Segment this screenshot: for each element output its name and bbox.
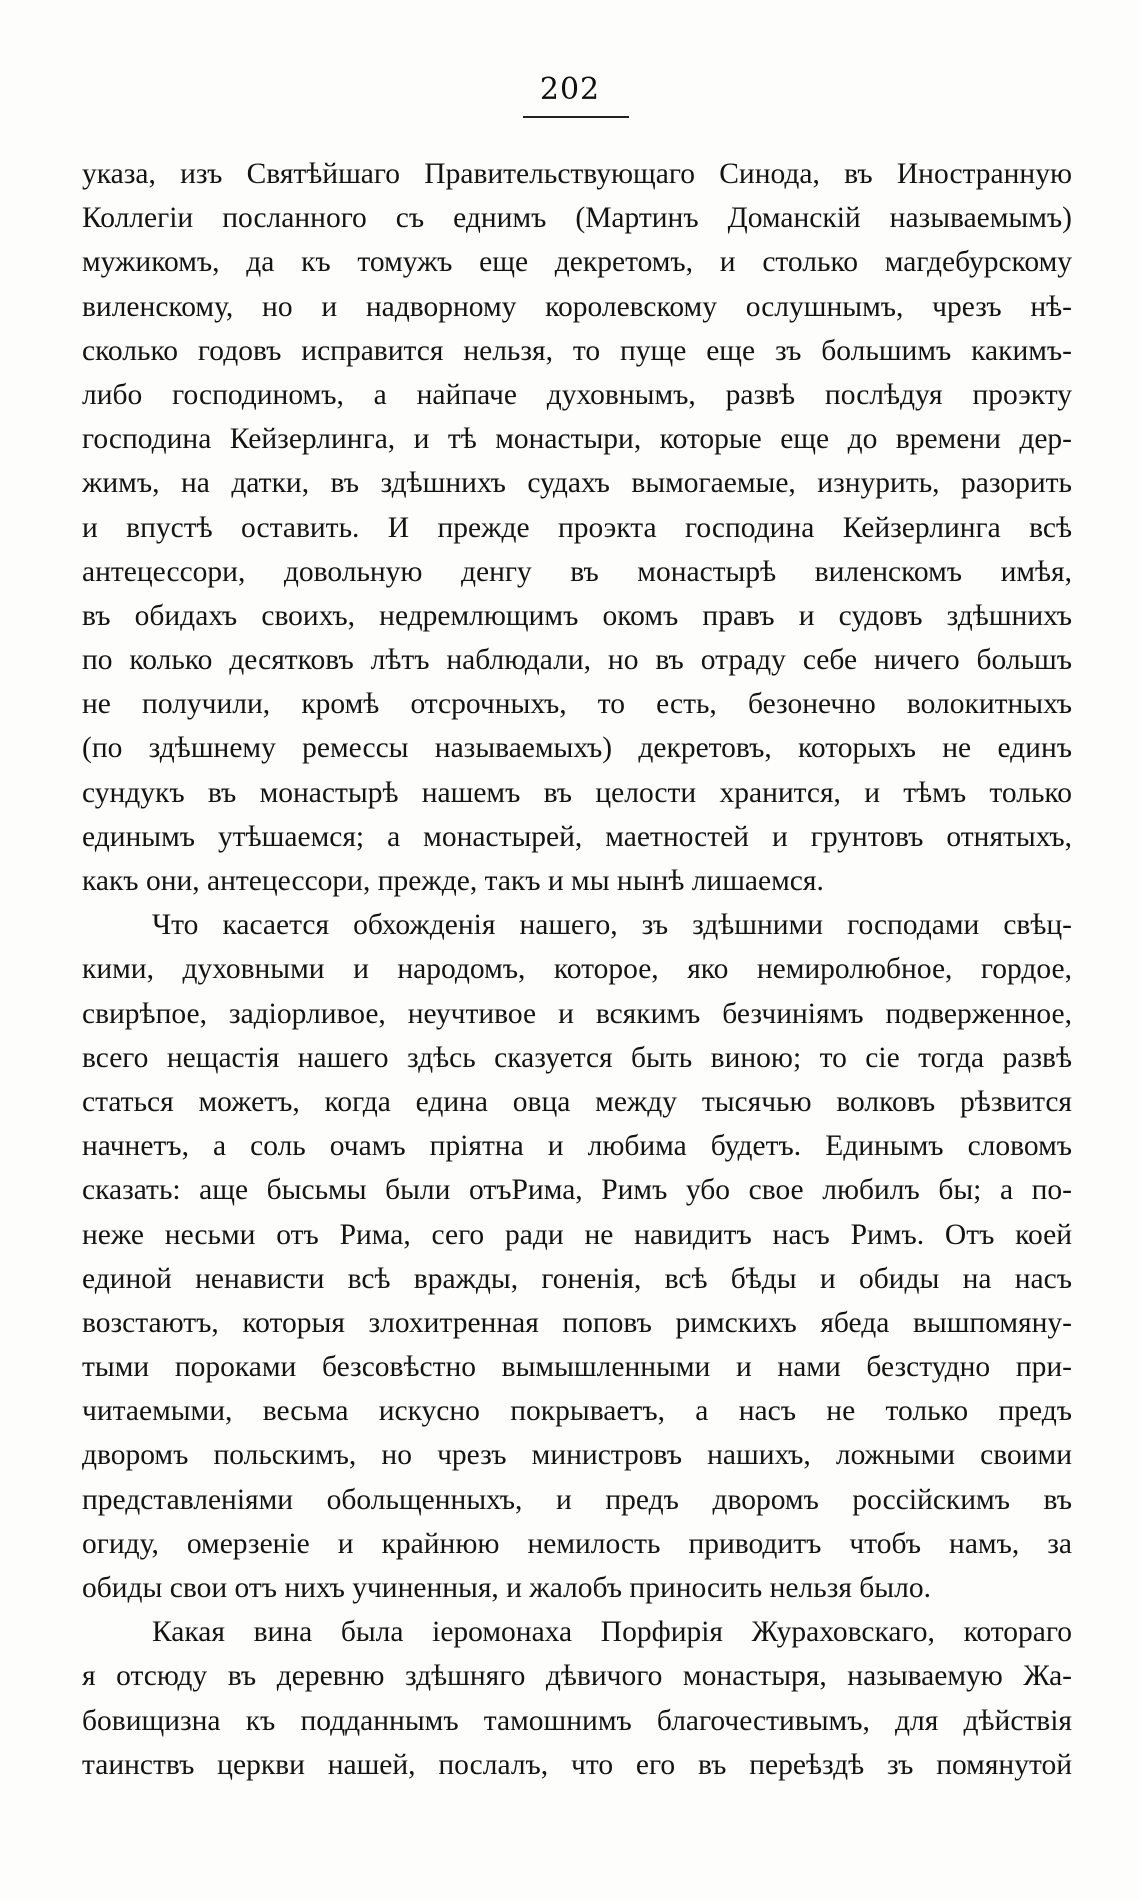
text-line: возстаютъ, которыя злохитренная поповъ римскихъ ябеда вышпомяну- [82, 1306, 1072, 1339]
body-text [82, 152, 1072, 1787]
text-line: (по здѣшнему ремессы называемыхъ) декретовъ, которыхъ не единъ [82, 732, 1072, 765]
text-line: Коллегіи посланного съ еднимъ (Мартинъ Доманскій называемымъ) [82, 202, 1072, 235]
text-line: читаемыми, весьма искусно покрываетъ, а насъ не только предъ [82, 1395, 1072, 1428]
text-line: сундукъ въ монастырѣ нашемъ въ целости хранится, и тѣмъ только [82, 776, 1072, 809]
text-line: статься можетъ, когда едина овца между тысячью волковъ рѣзвится [82, 1085, 1072, 1118]
text-line: свирѣпое, задіорливое, неучтивое и всякимъ безчиніямъ подверженное, [82, 997, 1072, 1030]
text-line: бовищизна къ подданнымъ тамошнимъ благочестивымъ, для дѣйствія [82, 1704, 1072, 1737]
text-line: не получили, кромѣ отсрочныхъ, то есть, безонечно волокитныхъ [82, 688, 1072, 721]
paragraph [82, 1610, 1072, 1787]
text-line: обиды свои отъ нихъ учиненныя, и жалобъ приносить нельзя было. [82, 1572, 931, 1604]
text-line: я отсюду въ деревню здѣшняго дѣвичого монастыря, называемую Жа- [82, 1660, 1072, 1693]
paragraph [82, 152, 1072, 903]
text-line: сказать: аще бысьмы были отъРима, Римъ убо свое любилъ бы; а по- [82, 1174, 1072, 1207]
text-line: представленіями обольщенныхъ, и предъ дворомъ россійскимъ въ [82, 1483, 1072, 1516]
text-line: Что касается обхожденія нашего, зъ здѣшними господами свѣц- [152, 909, 1072, 942]
text-line: сколько годовъ исправится нельзя, то пуще еще зъ большимъ какимъ- [82, 334, 1072, 367]
text-line: какъ они, антецессори, прежде, такъ и мы нынѣ лишаемся. [82, 865, 824, 897]
page-number-underline [523, 116, 629, 118]
text-line: начнетъ, а соль очамъ пріятна и любима будетъ. Единымъ словомъ [82, 1130, 1072, 1163]
page-number: 202 [539, 72, 601, 107]
text-line: дворомъ польскимъ, но чрезъ министровъ нашихъ, ложными своими [82, 1439, 1072, 1472]
text-line: единымъ утѣшаемся; а монастырей, маетностей и грунтовъ отнятыхъ, [82, 820, 1072, 853]
text-line: жимъ, на датки, въ здѣшнихъ судахъ вымогаемые, изнурить, разорить [82, 467, 1072, 500]
text-line: господина Кейзерлинга, и тѣ монастыри, которые еще до времени дер- [82, 423, 1072, 456]
text-line: либо господиномъ, а найпаче духовнымъ, развѣ послѣдуя проэкту [82, 378, 1072, 411]
text-line: мужикомъ, да къ томужъ еще декретомъ, и столько магдебурскому [82, 246, 1072, 279]
text-line: виленскому, но и надворному королевскому ослушнымъ, чрезъ нѣ- [82, 290, 1072, 323]
text-line: указа, изъ Святѣйшаго Правительствующаго Синода, въ Иностранную [82, 158, 1072, 190]
paragraph [82, 903, 1072, 1610]
text-line: по колько десятковъ лѣтъ наблюдали, но въ отраду себе ничего большъ [82, 644, 1072, 677]
text-line: всего нещастія нашего здѣсь сказуется быть виною; то сіе тогда развѣ [82, 1041, 1072, 1074]
text-line: тыми пороками безсовѣстно вымышленными и нами безстудно при- [82, 1351, 1072, 1384]
text-line: и впустѣ оставить. И прежде проэкта господина Кейзерлинга всѣ [82, 511, 1072, 544]
text-line: кими, духовными и народомъ, которое, яко немиролюбное, гордое, [82, 953, 1072, 986]
text-line: въ обидахъ своихъ, недремлющимъ окомъ правъ и судовъ здѣшнихъ [82, 599, 1072, 632]
text-line: Какая вина была іеромонаха Порфирія Жураховскаго, котораго [152, 1616, 1072, 1649]
text-line: огиду, омерзеніе и крайнюю немилость приводитъ чтобъ намъ, за [82, 1527, 1072, 1560]
text-line: неже несьми отъ Рима, сего ради не навидитъ насъ Римъ. Отъ коей [82, 1218, 1072, 1251]
text-line: единой ненависти всѣ вражды, гоненія, всѣ бѣды и обиды на насъ [82, 1262, 1072, 1295]
text-line: таинствъ церкви нашей, послалъ, что его въ переѣздѣ зъ помянутой [82, 1748, 1072, 1781]
text-line: антецессори, довольную денгу въ монастырѣ виленскомъ имѣя, [82, 555, 1072, 588]
